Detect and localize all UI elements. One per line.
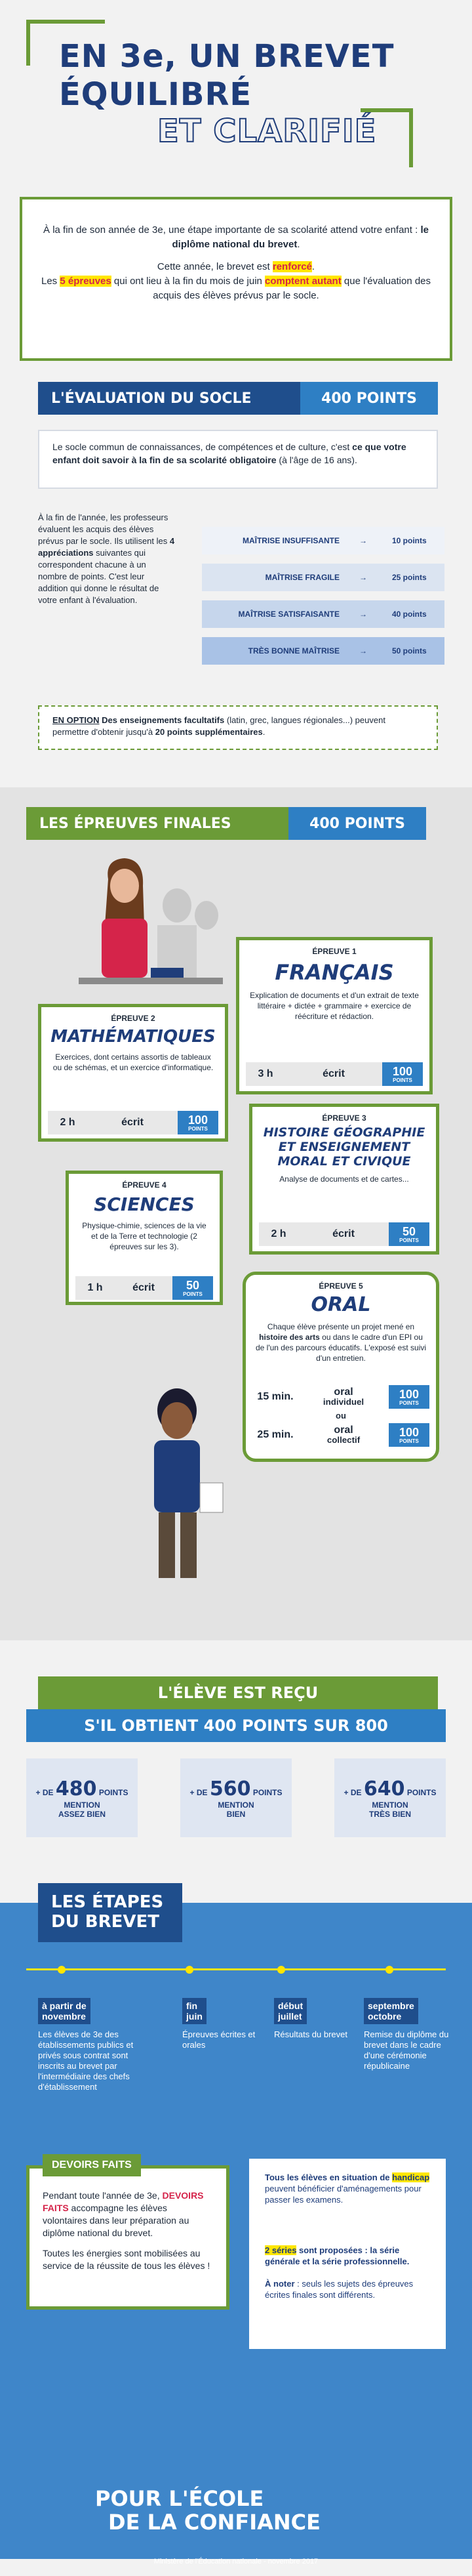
step-novembre (38, 1998, 136, 2092)
oral-text: ou dans le cadre d'un EPI ou de l'un des parcours éducatifs. L'exposé est suivi d'un entretien. (255, 1333, 427, 1363)
step-date-2: juin (186, 2011, 203, 2022)
step-date-2: octobre (368, 2011, 402, 2022)
card-row (252, 1423, 429, 1447)
step-date-1: début (278, 2001, 304, 2011)
oral-or: ou (336, 1411, 346, 1421)
socle-band (38, 382, 438, 415)
handicap-highlight: handicap (392, 2172, 430, 2182)
oral-type: oral (334, 1424, 353, 1436)
card-row (75, 1276, 213, 1300)
card-points (382, 1062, 423, 1086)
footer-line-2: DE LA CONFIANCE (108, 2510, 321, 2535)
mention-points-label: POINTS (98, 1787, 128, 1797)
finales-band-points: 400 POINTS (288, 807, 426, 840)
mention-points-label: POINTS (406, 1787, 437, 1797)
card-points (389, 1222, 429, 1246)
mention-pre: + DE (344, 1787, 362, 1797)
series-note: : seuls les sujets des épreuves écrites finales sont différents. (265, 2279, 414, 2300)
mention-threshold (36, 1777, 128, 1800)
points-value: 50 (402, 1224, 416, 1238)
step-juillet (274, 1998, 353, 2040)
intro-box (20, 197, 452, 361)
card-type: écrit (332, 1228, 355, 1239)
mention-label: MENTION (372, 1800, 408, 1810)
card-type: écrit (132, 1282, 155, 1293)
timeline-dot (186, 1966, 193, 1974)
option-bold: 20 points supplémentaires (155, 727, 263, 737)
card-type: écrit (121, 1117, 144, 1128)
step-date-2: novembre (42, 2011, 86, 2022)
step-text: Les élèves de 3e des établissements publics et privés sous contrat sont inscrits au brevet par l'intermédiaire des chefs d'établissement (38, 2029, 134, 2092)
mention-name: BIEN (226, 1809, 246, 1819)
socle-bold: ce que votre enfant doit savoir à la fin de sa scolarité obligatoire (52, 442, 406, 465)
points-label: POINTS (183, 1291, 203, 1297)
card-points (389, 1423, 429, 1447)
step-date (38, 1998, 90, 2024)
devoirs-faits-box (26, 2159, 229, 2310)
footer-credit: Ministère de l'Éducation nationale - novembre 2017 (153, 2558, 319, 2566)
series-text (249, 2232, 446, 2314)
points-value: 100 (392, 1064, 413, 1078)
card-duration: 3 h (258, 1068, 273, 1079)
card-title: ORAL (311, 1293, 371, 1316)
step-juin (182, 1998, 261, 2050)
level-row: TRÈS BONNE MAÎTRISE → 50 points (202, 637, 444, 665)
card-epreuve-label: ÉPREUVE 3 (322, 1113, 366, 1123)
card-oral (243, 1272, 439, 1462)
socle-definition (38, 430, 438, 489)
footer-slogan (95, 2487, 321, 2534)
step-date-1: septembre (368, 2001, 414, 2011)
mention-pre: + DE (35, 1787, 54, 1797)
header (0, 0, 472, 177)
intro-highlight: 5 épreuves (60, 276, 111, 287)
card-epreuve-label: ÉPREUVE 5 (319, 1281, 363, 1291)
step-date (364, 1998, 418, 2024)
accent-bar (409, 108, 413, 167)
mention-name: TRÈS BIEN (368, 1809, 411, 1819)
card-epreuve-label: ÉPREUVE 1 (312, 947, 357, 956)
card-row (48, 1111, 218, 1134)
level-points: 10 points (392, 536, 427, 545)
mention-points-label: POINTS (252, 1787, 283, 1797)
oral-type-detail: collectif (326, 1435, 361, 1445)
option-label: EN OPTION (52, 715, 100, 725)
option-bold: Des enseignements facultatifs (99, 715, 225, 725)
timeline-line (26, 1968, 446, 1970)
step-text: Remise du diplôme du brevet dans le cadre d'une cérémonie républicaine (364, 2029, 449, 2071)
level-points: 50 points (392, 646, 427, 655)
timeline-dot (385, 1966, 393, 1974)
mention-name: ASSEZ BIEN (58, 1809, 106, 1819)
recu-title: L'ÉLÈVE EST REÇU (38, 1676, 438, 1709)
step-date-1: à partir de (42, 2001, 87, 2011)
card-desc: Explication de documents et d'un extrait de texte littéraire + dictée + grammaire + exercice de réécriture et rédaction. (250, 991, 419, 1021)
level-row: MAÎTRISE INSUFFISANTE → 10 points (202, 527, 444, 554)
series-bold: la série générale et la série professionnelle. (265, 2245, 410, 2266)
etapes-title-2: DU BREVET (51, 1912, 159, 1932)
devoirs-title: DEVOIRS FAITS (43, 2154, 141, 2176)
oral-type-detail: individuel (323, 1397, 364, 1407)
option-text: (latin, grec, langues régionales...) peuvent permettre d'obtenir jusqu'à (52, 715, 385, 737)
card-title: SCIENCES (94, 1194, 195, 1215)
card-row (259, 1222, 429, 1246)
intro-highlight: renforcé (272, 261, 312, 272)
card-type: écrit (323, 1068, 345, 1079)
points-value: 100 (399, 1387, 420, 1401)
card-row (252, 1385, 429, 1409)
points-label: POINTS (188, 1125, 208, 1132)
card-desc (246, 1321, 436, 1363)
socle-text: Le socle commun de connaissances, de compétences et de culture, c'est (52, 442, 353, 452)
finales-band-title: LES ÉPREUVES FINALES (26, 807, 288, 840)
devoirs-text-d: Toutes les énergies sont mobilisées au service de la réussite de tous les élèves ! (43, 2248, 210, 2271)
points-value: 50 (186, 1278, 200, 1292)
card-sciences (66, 1171, 223, 1305)
handicap-rest: peuvent bénéficier d'aménagements pour passer les examens. (265, 2184, 422, 2205)
card-duration: 25 min. (257, 1429, 294, 1440)
timeline-dot (58, 1966, 66, 1974)
devoirs-text-c: accompagne les élèves volontaires dans leur préparation au diplôme national du brevet. (43, 2203, 189, 2238)
option-text: . (262, 727, 266, 737)
intro-bold: le diplôme national du brevet (172, 224, 429, 250)
timeline-dot (277, 1966, 285, 1974)
mention-assez-bien (26, 1758, 138, 1837)
card-points (172, 1276, 213, 1300)
finales-band (26, 807, 426, 840)
oral-text: Chaque élève présente un projet mené en (267, 1322, 415, 1331)
socle-band-title: L'ÉVALUATION DU SOCLE (38, 382, 300, 415)
title-line-3: ET CLARIFIÉ (157, 113, 377, 150)
card-desc: Physique-chimie, sciences de la vie et de la Terre et technologie (2 épreuves sur les 3). (82, 1221, 206, 1251)
card-maths (38, 1004, 228, 1142)
level-points: 40 points (392, 610, 427, 619)
socle-text: (à l'âge de 16 ans). (276, 455, 357, 465)
socle-text: À la fin de l'année, les professeurs évaluent les acquis des élèves prévus par le socle. Ils utilisent les (38, 512, 170, 546)
mention-label: MENTION (218, 1800, 254, 1810)
card-row (246, 1062, 423, 1086)
card-histoire (249, 1104, 439, 1255)
intro-text: que l'évaluation des acquis des élèves prévus par le socle. (153, 276, 431, 301)
etapes-title-1: LES ÉTAPES (51, 1892, 164, 1912)
footer-line-1: POUR L'ÉCOLE (95, 2486, 264, 2511)
intro-text: Cette année, le brevet est (157, 261, 273, 272)
step-date-2: juillet (278, 2011, 302, 2022)
level-name: MAÎTRISE SATISFAISANTE (238, 610, 340, 619)
points-label: POINTS (393, 1077, 412, 1083)
card-title: HISTOIRE GÉOGRAPHIE ET ENSEIGNEMENT MORAL ET CIVIQUE (263, 1125, 425, 1169)
devoirs-text-a: Pendant toute l'année de 3e, (43, 2190, 163, 2201)
card-title: FRANÇAIS (275, 960, 394, 985)
intro-highlight: comptent autant (265, 276, 342, 287)
card-points (178, 1111, 218, 1134)
intro-text: À la fin de son année de 3e, une étape importante de sa scolarité attend votre enfant : (43, 224, 421, 236)
points-value: 100 (399, 1425, 420, 1439)
points-label: POINTS (399, 1237, 419, 1243)
level-row: MAÎTRISE FRAGILE → 25 points (202, 564, 444, 591)
mention-tres-bien (334, 1758, 446, 1837)
socle-band-points: 400 POINTS (300, 382, 438, 415)
card-type (298, 1425, 389, 1445)
handicap-bold: Tous les élèves en situation de (265, 2172, 393, 2182)
socle-text: suivantes qui correspondent chacune à un nombre de points. C'est leur addition qui donne le résultat de votre enfant à l'évaluation. (38, 548, 159, 605)
card-desc: Analyse de documents et de cartes... (279, 1174, 409, 1184)
series-highlight: 2 séries (265, 2245, 297, 2255)
recu-subtitle: S'IL OBTIENT 400 POINTS SUR 800 (26, 1709, 446, 1742)
level-name: TRÈS BONNE MAÎTRISE (248, 646, 340, 655)
card-type (298, 1387, 389, 1407)
socle-bold: 4 appréciations (38, 536, 175, 558)
points-label: POINTS (399, 1438, 419, 1444)
level-name: MAÎTRISE INSUFFISANTE (242, 536, 340, 545)
step-date-1: fin (186, 2001, 198, 2011)
option-box (38, 705, 438, 750)
points-value: 100 (187, 1113, 208, 1127)
info-box (249, 2159, 446, 2349)
card-duration: 2 h (271, 1228, 286, 1239)
accent-bar (26, 20, 30, 66)
mention-pre: + DE (189, 1787, 208, 1797)
card-duration: 2 h (60, 1117, 75, 1128)
level-row: MAÎTRISE SATISFAISANTE → 40 points (202, 600, 444, 628)
card-francais (236, 937, 433, 1094)
series-bold: sont proposées : (296, 2245, 370, 2255)
mention-threshold (190, 1777, 283, 1800)
mention-points: 560 (209, 1777, 251, 1800)
card-epreuve-label: ÉPREUVE 2 (111, 1014, 155, 1023)
handicap-text (249, 2159, 446, 2218)
title-line-1: EN 3e, UN BREVET (59, 38, 395, 75)
step-text: Résultats du brevet (274, 2029, 348, 2039)
series-note-label: À noter (265, 2279, 295, 2289)
devoirs-text (30, 2169, 226, 2272)
mention-label: MENTION (64, 1800, 100, 1810)
accent-bar (361, 108, 413, 112)
mention-bien (180, 1758, 292, 1837)
intro-text: Les (41, 276, 60, 287)
card-duration: 15 min. (257, 1391, 294, 1402)
socle-explanation (38, 512, 176, 606)
level-name: MAÎTRISE FRAGILE (265, 573, 340, 582)
card-duration: 1 h (87, 1282, 103, 1293)
intro-p2: Cette année, le brevet est renforcé. Les 5 épreuves qui ont lieu à la fin du mois de juin comptent autant que l'évaluation des acquis des élèves prévus par le socle. (41, 261, 431, 301)
card-epreuve-label: ÉPREUVE 4 (122, 1180, 167, 1190)
etapes-title (38, 1883, 182, 1942)
level-points: 25 points (392, 573, 427, 582)
intro-text: qui ont lieu à la fin du mois de juin (111, 276, 266, 287)
oral-type: oral (334, 1386, 353, 1398)
oral-bold: histoire des arts (259, 1333, 320, 1342)
card-points (389, 1385, 429, 1409)
student-boy-illustration (138, 1384, 229, 1581)
accent-bar (26, 20, 105, 24)
devoirs-bold: DEVOIRS FAITS (43, 2190, 204, 2213)
mention-points: 480 (55, 1777, 97, 1800)
title-line-2: ÉQUILIBRÉ (59, 76, 252, 113)
points-label: POINTS (399, 1400, 419, 1406)
step-date (274, 1998, 307, 2024)
mention-threshold (344, 1777, 437, 1800)
card-title: MATHÉMATIQUES (50, 1027, 216, 1047)
step-date (182, 1998, 206, 2024)
intro-p1: À la fin de son année de 3e, une étape importante de sa scolarité attend votre enfant : le diplôme national du brevet. (43, 224, 429, 250)
step-septembre (364, 1998, 456, 2071)
step-text: Épreuves écrites et orales (182, 2029, 256, 2050)
card-desc: Exercices, dont certains assortis de tableaux ou de schémas, et un exercice d'informatique. (52, 1052, 214, 1072)
mention-points: 640 (363, 1777, 405, 1800)
